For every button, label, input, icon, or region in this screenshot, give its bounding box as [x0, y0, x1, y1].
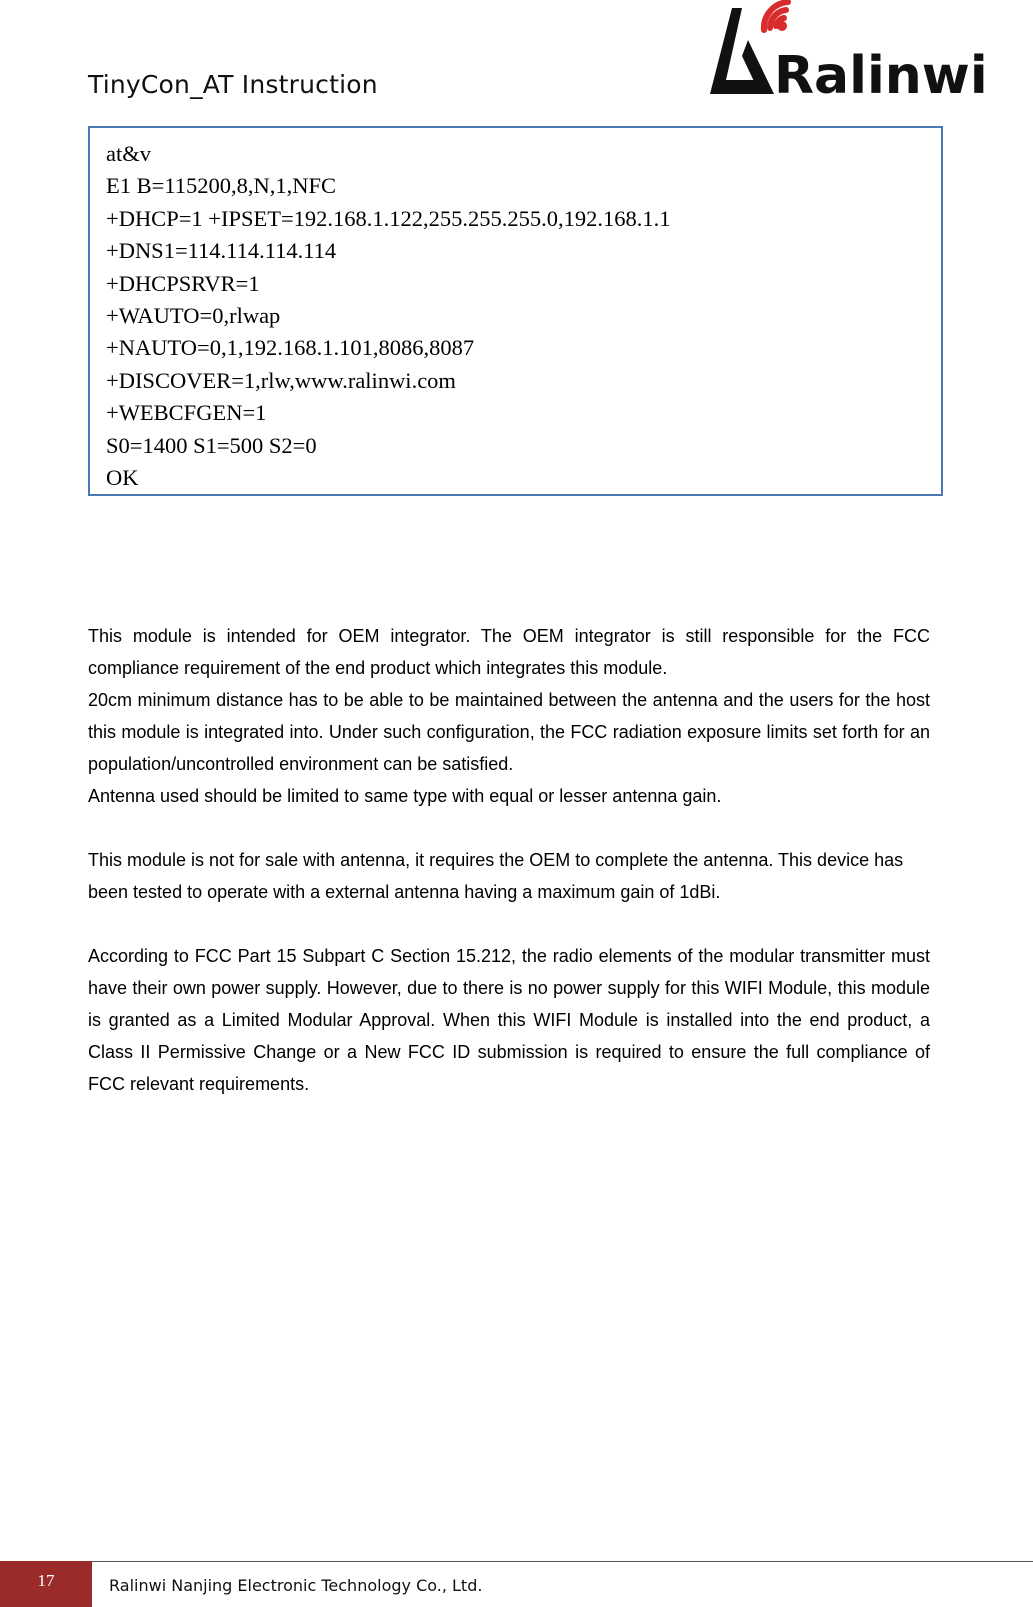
code-line: +NAUTO=0,1,192.168.1.101,8086,8087	[106, 335, 475, 361]
code-line: +DISCOVER=1,rlw,www.ralinwi.com	[106, 367, 456, 393]
logo-wordmark: Ralinwi	[774, 46, 988, 106]
antenna-sale-line-2: been tested to operate with a external antenna having a maximum gain of 1dBi.	[88, 882, 721, 902]
code-line: +DNS1=114.114.114.114	[106, 238, 337, 264]
fcc-statement	[88, 620, 954, 1100]
footer-divider	[0, 1561, 1033, 1562]
footer-company-name: Ralinwi Nanjing Electronic Technology Co., Ltd.	[109, 1576, 483, 1595]
code-line: at&v	[106, 141, 151, 166]
rf-exposure-paragraph: 20cm minimum distance has to be able to be maintained between the antenna and the users for the host this module is integrated into. Under such configuration, the FCC radiation exposure limits set forth for an population/uncontrolled environment can be satisfied.	[88, 690, 930, 774]
limited-modular-approval-paragraph: According to FCC Part 15 Subpart C Section 15.212, the radio elements of the modular transmitter must have their own power supply. However, due to there is no power supply for this WIFI Module, this module is granted as a Limited Modular Approval. When this WIFI Module is installed into the end product, a Class II Permissive Change or a New FCC ID submission is required to ensure the full compliance of FCC relevant requirements.	[88, 946, 930, 1094]
code-line: E1 B=115200,8,N,1,NFC	[106, 173, 336, 199]
code-line: +DHCPSRVR=1	[106, 270, 260, 296]
page-number: 17	[0, 1561, 92, 1607]
code-line: OK	[106, 465, 139, 491]
at-command-output-box	[88, 126, 943, 496]
company-logo	[708, 0, 988, 106]
code-line: +WAUTO=0,rlwap	[106, 303, 281, 329]
oem-integrator-paragraph: This module is intended for OEM integrator. The OEM integrator is still responsible for the FCC compliance requirement of the end product which integrates this module.	[88, 626, 930, 678]
document-title: TinyCon_AT Instruction	[88, 70, 378, 99]
code-line: +WEBCFGEN=1	[106, 400, 267, 426]
antenna-sale-line-1: This module is not for sale with antenna, it requires the OEM to complete the antenna. This device has	[88, 850, 904, 870]
antenna-limit-paragraph: Antenna used should be limited to same type with equal or lesser antenna gain.	[88, 786, 722, 806]
code-line: +DHCP=1 +IPSET=192.168.1.122,255.255.255.0,192.168.1.1	[106, 205, 671, 231]
wireless-signal-icon	[708, 0, 988, 106]
code-line: S0=1400 S1=500 S2=0	[106, 432, 317, 458]
